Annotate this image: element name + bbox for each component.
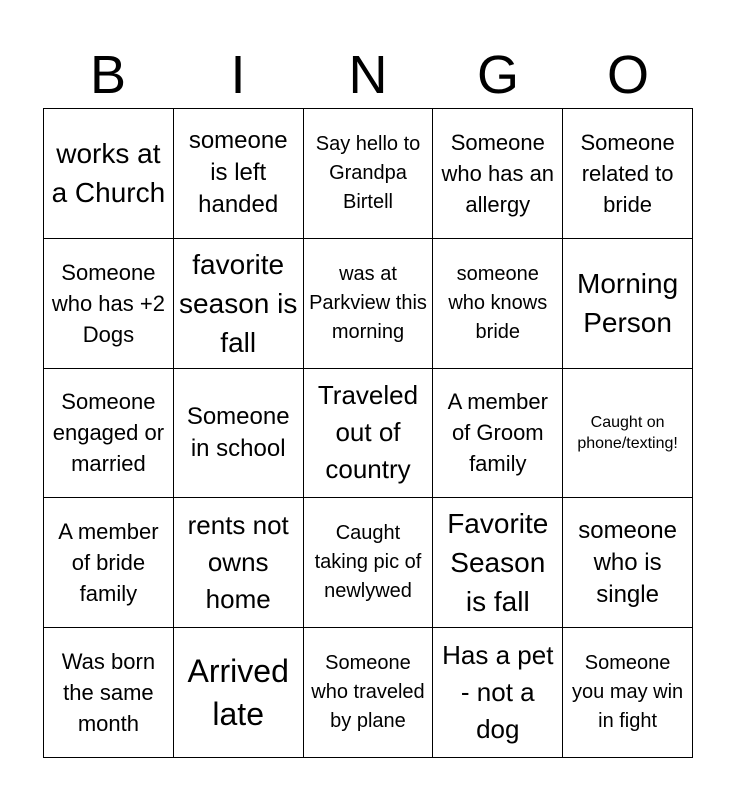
- cell-text: Someone in school: [186, 402, 290, 462]
- cell-text: works at a Church: [51, 138, 166, 209]
- bingo-cell[interactable]: [174, 498, 304, 628]
- cell-text: Caught on phone/texting!: [577, 413, 678, 452]
- cell-text: Favorite Season is fall: [447, 508, 549, 618]
- bingo-cell[interactable]: [44, 239, 174, 369]
- bingo-cell[interactable]: [433, 239, 563, 369]
- bingo-cell[interactable]: [433, 498, 563, 628]
- cell-text: someone is left handed: [188, 127, 288, 219]
- bingo-cell[interactable]: [44, 498, 174, 628]
- bingo-cell[interactable]: [174, 628, 304, 758]
- cell-text: Traveled out of country: [317, 380, 419, 485]
- bingo-cell[interactable]: [44, 628, 174, 758]
- bingo-cell[interactable]: [433, 369, 563, 499]
- bingo-cell[interactable]: [433, 628, 563, 758]
- bingo-cell[interactable]: [304, 239, 434, 369]
- bingo-cell[interactable]: [174, 239, 304, 369]
- cell-text: Someone related to bride: [580, 129, 675, 217]
- bingo-cell[interactable]: [563, 369, 693, 499]
- header-letter-i: I: [230, 45, 246, 105]
- cell-text: A member of Groom family: [447, 389, 548, 477]
- cell-text: favorite season is fall: [179, 248, 298, 358]
- bingo-cell[interactable]: [304, 498, 434, 628]
- bingo-cell[interactable]: [174, 109, 304, 239]
- cell-text: Say hello to Grandpa Birtell: [315, 132, 421, 213]
- bingo-cell[interactable]: [304, 369, 434, 499]
- header-letter-g: G: [476, 45, 519, 105]
- cell-text: A member of bride family: [58, 519, 159, 607]
- bingo-cell[interactable]: [563, 628, 693, 758]
- header-letter-o: O: [606, 45, 649, 105]
- cell-text: was at Parkview this morning: [309, 262, 427, 343]
- cell-text: someone who knows bride: [448, 262, 548, 343]
- cell-text: Caught taking pic of newlywed: [314, 522, 422, 603]
- cell-text: Someone who has an allergy: [441, 129, 555, 217]
- bingo-cell[interactable]: [563, 109, 693, 239]
- cell-text: Morning Person: [577, 268, 679, 339]
- cell-text: Someone who has +2 Dogs: [51, 259, 165, 347]
- bingo-cell[interactable]: [563, 239, 693, 369]
- cell-text: Was born the same month: [61, 649, 156, 737]
- cell-text: Arrived late: [187, 652, 289, 732]
- cell-text: Someone you may win in fight: [572, 652, 684, 733]
- cell-text: someone who is single: [578, 516, 677, 608]
- bingo-header: [43, 40, 693, 110]
- bingo-cell[interactable]: [563, 498, 693, 628]
- bingo-cell[interactable]: [44, 369, 174, 499]
- bingo-cell[interactable]: [433, 109, 563, 239]
- bingo-cell[interactable]: [304, 109, 434, 239]
- bingo-cell[interactable]: [174, 369, 304, 499]
- bingo-cell[interactable]: [44, 109, 174, 239]
- header-letter-n: N: [348, 45, 388, 105]
- cell-text: Someone engaged or married: [52, 389, 165, 477]
- cell-text: Has a pet - not a dog: [442, 640, 554, 745]
- header-letter-b: B: [89, 45, 127, 105]
- cell-text: Someone who traveled by plane: [311, 652, 425, 733]
- bingo-cell[interactable]: [304, 628, 434, 758]
- cell-text: rents not owns home: [187, 510, 289, 615]
- bingo-board: [43, 108, 693, 758]
